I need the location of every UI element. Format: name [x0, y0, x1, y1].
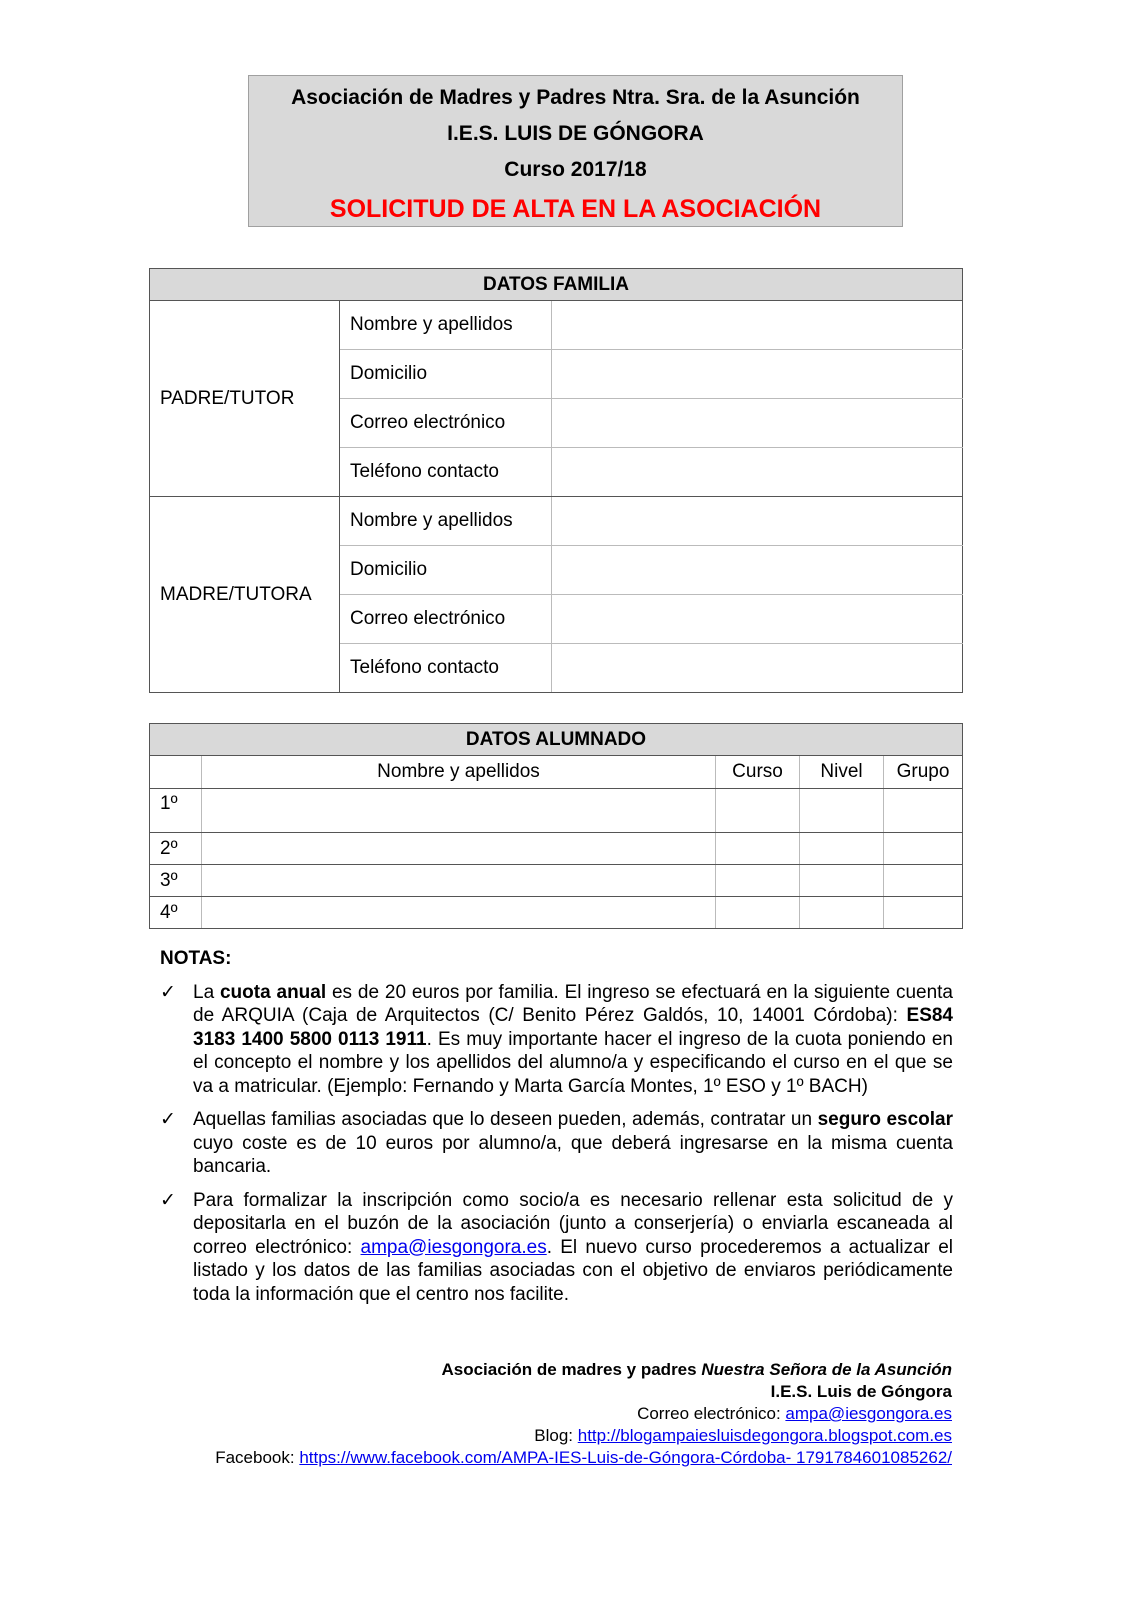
column-header-course: Curso — [716, 756, 800, 789]
field-label: Teléfono contacto — [340, 644, 552, 693]
notes-heading: NOTAS: — [160, 948, 232, 969]
document-header — [248, 75, 903, 227]
note-text: . Es muy importante hacer el ingreso de la cuota poniendo en el concepto el nombre y los apellidos del alumno/a y especificando el curso en el que se va a matricular. (Ejemplo: Fernando y Marta García Montes, 1º ESO y 1º BACH) — [193, 1028, 953, 1097]
document-title: SOLICITUD DE ALTA EN LA ASOCIACIÓN — [329, 195, 822, 223]
table-row — [150, 897, 963, 929]
footer-blog-label: Blog: — [534, 1426, 578, 1445]
row-index: 4º — [150, 897, 202, 929]
notes-section — [160, 947, 953, 1316]
group-cell[interactable] — [884, 865, 963, 897]
field-input-father-address[interactable] — [552, 350, 963, 399]
level-cell[interactable] — [800, 833, 884, 865]
note-text: cuyo coste es de 10 euros por alumno/a, que deberá ingresarse en la misma cuenta bancaria. — [193, 1132, 953, 1177]
footer-email-label: Correo electrónico: — [637, 1404, 786, 1423]
field-input-mother-phone[interactable] — [552, 644, 963, 693]
level-cell[interactable] — [800, 897, 884, 929]
note-bold: cuota anual — [219, 981, 327, 1003]
student-name-cell[interactable] — [202, 789, 716, 833]
row-index: 3º — [150, 865, 202, 897]
row-index: 1º — [150, 789, 202, 833]
footer-org-italic: Nuestra Señora de la Asunción — [701, 1360, 952, 1379]
school-name: I.E.S. LUIS DE GÓNGORA — [447, 122, 704, 145]
note-item-insurance — [160, 1108, 953, 1179]
table-row — [150, 865, 963, 897]
footer-school: I.E.S. Luis de Góngora — [770, 1382, 952, 1401]
note-text: es de 20 euros por familia. El ingreso se efectuará en la siguiente cuenta de ARQUIA (Caja de Arquitectos (C/ Benito Pérez Galdós, 10, 14001 Córdoba): — [193, 981, 953, 1026]
association-name: Asociación de Madres y Padres Ntra. Sra. de la Asunción — [291, 86, 860, 109]
student-name-cell[interactable] — [202, 833, 716, 865]
footer-facebook-label: Facebook: — [215, 1448, 300, 1467]
course-year: Curso 2017/18 — [504, 158, 647, 181]
field-input-father-email[interactable] — [552, 399, 963, 448]
course-cell[interactable] — [716, 833, 800, 865]
family-data-table — [149, 268, 963, 693]
note-text: . El nuevo curso procederemos a actualizar el listado y los datos de las familias asociadas con el objetivo de enviaros periódicamente toda la información que el centro nos facilite. — [193, 1236, 953, 1305]
column-header-level: Nivel — [800, 756, 884, 789]
note-text: Para formalizar la inscripción como socio/a es necesario rellenar esta solicitud de y depositarla en el buzón de la asociación (junto a conserjería) o enviarla escaneada al correo electrónico: — [193, 1189, 953, 1258]
footer — [215, 1359, 952, 1469]
course-cell[interactable] — [716, 865, 800, 897]
column-header-index — [150, 756, 202, 789]
course-cell[interactable] — [716, 897, 800, 929]
note-text: Aquellas familias asociadas que lo deseen pueden, además, contratar un — [193, 1109, 818, 1130]
footer-facebook-link[interactable]: https://www.facebook.com/AMPA-IES-Luis-de-Góngora-Córdoba- 1791784601085262/ — [299, 1448, 952, 1467]
note-item-registration — [160, 1189, 953, 1307]
email-link[interactable]: ampa@iesgongora.es — [360, 1236, 547, 1258]
column-header-group: Grupo — [884, 756, 963, 789]
level-cell[interactable] — [800, 865, 884, 897]
course-cell[interactable] — [716, 789, 800, 833]
check-icon: ✓ — [160, 1109, 176, 1130]
check-icon: ✓ — [160, 1189, 176, 1211]
group-cell[interactable] — [884, 789, 963, 833]
field-label: Correo electrónico — [340, 595, 552, 644]
bank-account: ES84 3183 1400 5800 0113 1911 — [193, 1005, 953, 1050]
field-input-father-name[interactable] — [552, 301, 963, 350]
note-item-fee — [160, 981, 953, 1099]
note-bold: seguro escolar — [817, 1109, 953, 1130]
field-label: Nombre y apellidos — [340, 301, 552, 350]
note-text: La — [193, 981, 220, 1003]
group-cell[interactable] — [884, 833, 963, 865]
student-data-table — [149, 723, 963, 929]
footer-blog-link[interactable]: http://blogampaiesluisdegongora.blogspot.com.es — [577, 1426, 952, 1445]
field-label: Correo electrónico — [340, 399, 552, 448]
field-input-father-phone[interactable] — [552, 448, 963, 497]
field-label: Teléfono contacto — [340, 448, 552, 497]
field-label: Nombre y apellidos — [340, 497, 552, 546]
group-label-mother: MADRE/TUTORA — [150, 497, 340, 693]
student-table-title: DATOS ALUMNADO — [150, 724, 963, 756]
row-index: 2º — [150, 833, 202, 865]
field-input-mother-name[interactable] — [552, 497, 963, 546]
column-header-name: Nombre y apellidos — [202, 756, 716, 789]
footer-email-link[interactable]: ampa@iesgongora.es — [785, 1404, 952, 1423]
student-name-cell[interactable] — [202, 865, 716, 897]
group-label-father: PADRE/TUTOR — [150, 301, 340, 497]
family-table-title: DATOS FAMILIA — [150, 269, 963, 301]
field-input-mother-address[interactable] — [552, 546, 963, 595]
footer-org: Asociación de madres y padres — [441, 1360, 702, 1379]
group-cell[interactable] — [884, 897, 963, 929]
table-row — [150, 789, 963, 833]
field-input-mother-email[interactable] — [552, 595, 963, 644]
field-label: Domicilio — [340, 546, 552, 595]
check-icon: ✓ — [160, 981, 176, 1003]
field-label: Domicilio — [340, 350, 552, 399]
table-row — [150, 833, 963, 865]
level-cell[interactable] — [800, 789, 884, 833]
student-name-cell[interactable] — [202, 897, 716, 929]
